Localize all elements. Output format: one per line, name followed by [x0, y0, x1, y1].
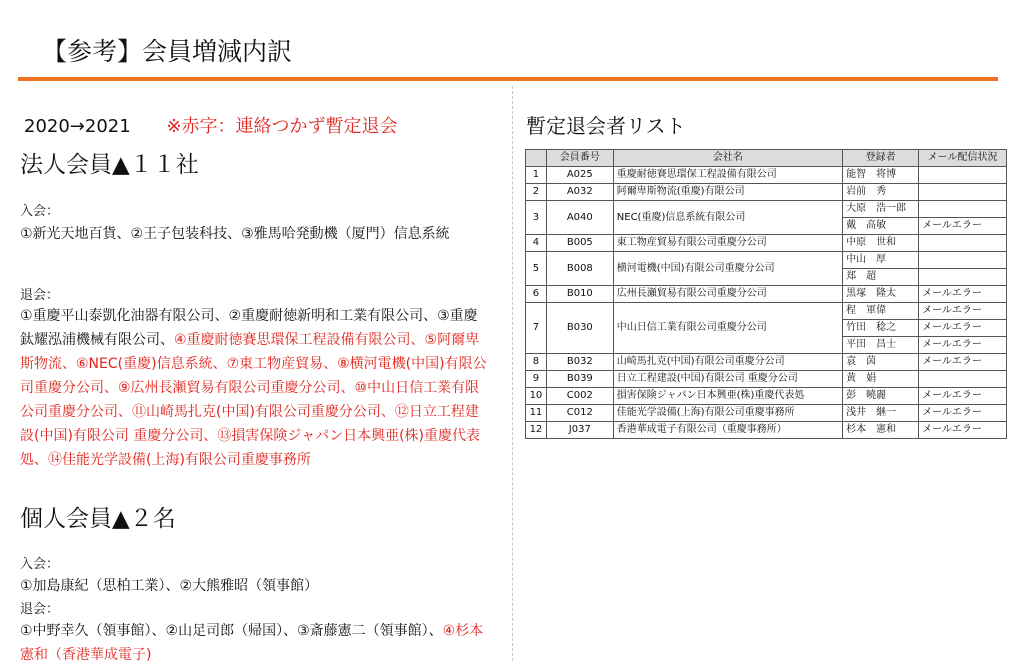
registrant-cell: 杉本 憲和 [843, 422, 919, 439]
page-title: 【参考】会員増減内訳 [42, 37, 293, 66]
company-name-cell: 香港華成電子有限公司（重慶事務所） [613, 422, 842, 439]
table-row [526, 286, 1007, 303]
member-number-cell: C002 [546, 388, 613, 405]
member-number-cell: B010 [546, 286, 613, 303]
company-name-cell: 山崎馬扎克(中国)有限公司重慶分公司 [613, 354, 842, 371]
member-number-cell: C012 [546, 405, 613, 422]
individual-leave-red: ④杉本憲和（香港華成電子) [20, 623, 484, 663]
registrant-cell: 黄 娟 [843, 371, 919, 388]
mail-status-cell: メールエラー [919, 218, 1007, 235]
company-name-cell: 損害保険ジャパン日本興亜(株)重慶代表処 [613, 388, 842, 405]
corporate-heading: 法人会員▲１１社 [20, 152, 199, 178]
mail-status-cell [919, 184, 1007, 201]
registrant-cell: 黒塚 隆太 [843, 286, 919, 303]
col-header-registrant: 登録者 [843, 150, 919, 167]
registrant-cell: 竹田 稔之 [843, 320, 919, 337]
company-name-cell: 重慶耐徳賽思環保工程設備有限公司 [613, 167, 842, 184]
col-header-company: 会社名 [613, 150, 842, 167]
individual-heading: 個人会員▲２名 [20, 506, 176, 532]
individual-leave-label: 退会： [20, 602, 60, 617]
table-row [526, 405, 1007, 422]
corporate-join-label: 入会： [20, 204, 60, 219]
corporate-leave-text [20, 304, 490, 472]
title-rule [18, 77, 998, 81]
company-name-cell: NEC(重慶)信息系統有限公司 [613, 201, 842, 235]
individual-join-text: ①加島康紀（思柏工業）、②大熊雅昭（領事館） [20, 578, 319, 594]
member-number-cell: A032 [546, 184, 613, 201]
individual-leave-black: ①中野幸久（領事館）、②山足司郎（帰国）、③斎藤憲二（領事館）、 [20, 623, 443, 639]
row-number-cell: 6 [526, 286, 547, 303]
mail-status-cell: メールエラー [919, 286, 1007, 303]
mail-status-cell: メールエラー [919, 337, 1007, 354]
table-row [526, 201, 1007, 218]
registrant-cell: 程 軍偉 [843, 303, 919, 320]
individual-join-label: 入会： [20, 557, 60, 572]
member-number-cell: A040 [546, 201, 613, 235]
registrant-cell: 浅井 継一 [843, 405, 919, 422]
row-number-cell: 9 [526, 371, 547, 388]
row-number-cell: 1 [526, 167, 547, 184]
member-number-cell: B032 [546, 354, 613, 371]
table-row [526, 354, 1007, 371]
corporate-leave-red: ④重慶耐徳賽思環保工程設備有限公司、⑤阿爾卑斯物流、⑥NEC(重慶)信息系統、⑦東工物産貿易、⑧横河電機(中国)有限公司重慶分公司、⑨広州長瀬貿易有限公司重慶分公司、⑩中山日信工業有限公司重慶分公司、⑪山崎馬扎克(中国)有限公司重慶分公司、⑫日立工程建設(中国)有限公司 重慶分公司、⑬損害保険ジャパン日本興亜(株)重慶代表処、⑭佳能光学設備(上海)有限公司重慶事務所 [20, 332, 487, 468]
table-row [526, 303, 1007, 320]
member-number-cell: B039 [546, 371, 613, 388]
period-line [24, 112, 398, 138]
col-header-mail-status: メール配信状況 [919, 150, 1007, 167]
company-name-cell: 中山日信工業有限公司重慶分公司 [613, 303, 842, 354]
period-text: 2020→2021 [24, 116, 131, 137]
row-number-cell: 2 [526, 184, 547, 201]
member-number-cell: B008 [546, 252, 613, 286]
registrant-cell: 能智 将博 [843, 167, 919, 184]
column-divider [512, 86, 513, 661]
company-name-cell: 阿爾卑斯物流(重慶)有限公司 [613, 184, 842, 201]
registrant-cell: 戴 高敏 [843, 218, 919, 235]
company-name-cell: 日立工程建設(中国)有限公司 重慶分公司 [613, 371, 842, 388]
row-number-cell: 8 [526, 354, 547, 371]
row-number-cell: 11 [526, 405, 547, 422]
member-number-cell: A025 [546, 167, 613, 184]
table-body [526, 167, 1007, 439]
row-number-cell: 3 [526, 201, 547, 235]
registrant-cell: 中原 世和 [843, 235, 919, 252]
table-row [526, 184, 1007, 201]
row-number-cell: 5 [526, 252, 547, 286]
corporate-join-text: ①新光天地百貨、②王子包装科技、③雅馬哈発動機（厦門）信息系統 [20, 226, 450, 242]
mail-status-cell [919, 235, 1007, 252]
individual-leave-text [20, 619, 490, 667]
registrant-cell: 郑 超 [843, 269, 919, 286]
table-row [526, 388, 1007, 405]
table-row [526, 167, 1007, 184]
mail-status-cell [919, 252, 1007, 269]
company-name-cell: 広州長瀬貿易有限公司重慶分公司 [613, 286, 842, 303]
member-number-cell: B005 [546, 235, 613, 252]
registrant-cell: 彭 曉麗 [843, 388, 919, 405]
member-number-cell: B030 [546, 303, 613, 354]
provisional-withdrawal-table [525, 149, 1007, 439]
row-number-cell: 10 [526, 388, 547, 405]
table-row [526, 422, 1007, 439]
table-row [526, 252, 1007, 269]
col-header-no [526, 150, 547, 167]
mail-status-cell: メールエラー [919, 405, 1007, 422]
table-header-row [526, 150, 1007, 167]
company-name-cell: 東工物産貿易有限公司重慶分公司 [613, 235, 842, 252]
mail-status-cell: メールエラー [919, 303, 1007, 320]
registrant-cell: 岩前 秀 [843, 184, 919, 201]
col-header-member-no: 会員番号 [546, 150, 613, 167]
table-row [526, 371, 1007, 388]
mail-status-cell [919, 371, 1007, 388]
corporate-leave-black: ①重慶平山泰凱化油器有限公司、②重慶耐徳新明和工業有限公司、③重慶鈦耀泓浦機械有限公司、 [20, 308, 478, 348]
table-row [526, 235, 1007, 252]
mail-status-cell: メールエラー [919, 354, 1007, 371]
corporate-leave-label: 退会： [20, 288, 60, 303]
row-number-cell: 12 [526, 422, 547, 439]
mail-status-cell [919, 167, 1007, 184]
registrant-cell: 中山 厚 [843, 252, 919, 269]
red-note: ※赤字：連絡つかず暫定退会 [166, 116, 398, 137]
mail-status-cell [919, 269, 1007, 286]
company-name-cell: 横河電機(中国)有限公司重慶分公司 [613, 252, 842, 286]
row-number-cell: 7 [526, 303, 547, 354]
registrant-cell: 平田 昌士 [843, 337, 919, 354]
member-number-cell: J037 [546, 422, 613, 439]
company-name-cell: 佳能光学設備(上海)有限公司重慶事務所 [613, 405, 842, 422]
mail-status-cell: メールエラー [919, 320, 1007, 337]
mail-status-cell: メールエラー [919, 388, 1007, 405]
registrant-cell: 袁 茵 [843, 354, 919, 371]
row-number-cell: 4 [526, 235, 547, 252]
mail-status-cell [919, 201, 1007, 218]
registrant-cell: 大原 浩一郎 [843, 201, 919, 218]
mail-status-cell: メールエラー [919, 422, 1007, 439]
provisional-list-title: 暫定退会者リスト [526, 114, 686, 138]
